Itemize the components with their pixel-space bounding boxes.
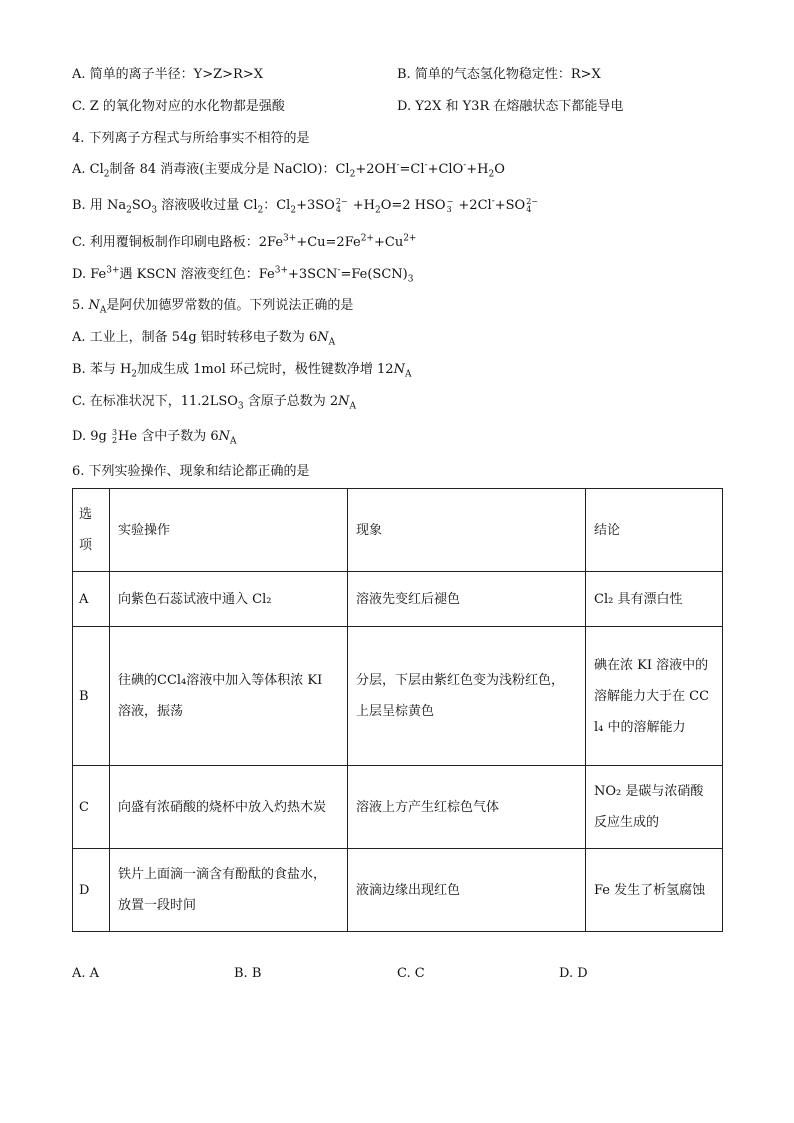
q3-option-a: A. 简单的离子半径：Y>Z>R>X — [72, 67, 263, 82]
row-option: A — [73, 572, 110, 627]
q6-answer-a: A. A — [72, 966, 100, 981]
q4-stem: 4. 下列离子方程式与所给事实不相符的是 — [72, 131, 310, 146]
row-option: B — [73, 627, 110, 766]
q3-option-d: D. Y2X 和 Y3R 在熔融状态下都能导电 — [397, 99, 624, 114]
row-operation: 铁片上面滴一滴含有酚酞的食盐水，放置一段时间 — [110, 849, 348, 932]
q5-option-a: A. 工业上，制备 54g 铝时转移电子数为 $6N_A$ — [72, 330, 336, 348]
q5-option-d: D. 9g 3 2 He 含中子数为 $6N_A$ — [72, 427, 237, 447]
row-phenomenon: 溶液上方产生红棕色气体 — [348, 766, 586, 849]
q3-option-c: C. Z 的氧化物对应的水化物都是强酸 — [72, 99, 285, 114]
q4-option-b: B. 用 $Na_2SO_3$ 溶液吸收过量 $Cl_2$：$Cl_2+3SO$ 2− 4 $+H_2O=2$ HSO − 3 +2Cl-+SO 2− 4 — [72, 196, 538, 216]
q6-answer-d: D. D — [559, 966, 588, 981]
row-conclusion: 碘在浓 KI 溶液中的溶解能力大于在 CCl₄ 中的溶解能力 — [586, 627, 723, 766]
table-row — [73, 572, 723, 627]
q5-stem: 5. $N_A$是阿伏加德罗常数的值。下列说法正确的是 — [72, 298, 354, 316]
table-row — [73, 766, 723, 849]
row-operation: 向紫色石蕊试液中通入 Cl₂ — [110, 572, 348, 627]
table-row — [73, 627, 723, 766]
q6-stem: 6. 下列实验操作、现象和结论都正确的是 — [72, 464, 310, 479]
header-operation: 实验操作 — [110, 489, 348, 572]
table-header-row — [73, 489, 723, 572]
q4-option-a: A. $Cl_2$制备 84 消毒液(主要成分是 NaClO)：$Cl_2+2OH^-=Cl^-+ClO^-+H_2O$ — [72, 160, 505, 180]
q4-option-d: D. $Fe^{3+}$遇 KSCN 溶液变红色：$Fe^{3+}+3SCN^-=Fe(SCN)_3$ — [72, 265, 414, 285]
row-conclusion: Fe 发生了析氢腐蚀 — [586, 849, 723, 932]
row-option: D — [73, 849, 110, 932]
header-option: 选项 — [73, 489, 110, 572]
q5-option-c: C. 在标准状况下，$11.2LSO_3$ 含原子总数为 $2N_A$ — [72, 394, 357, 412]
row-phenomenon: 分层，下层由紫红色变为浅粉红色，上层呈棕黄色 — [348, 627, 586, 766]
header-phenomenon: 现象 — [348, 489, 586, 572]
q6-answer-c: C. C — [397, 966, 425, 981]
row-option: C — [73, 766, 110, 849]
header-conclusion: 结论 — [586, 489, 723, 572]
table-row — [73, 849, 723, 932]
row-phenomenon: 液滴边缘出现红色 — [348, 849, 586, 932]
experiment-table — [72, 488, 723, 932]
q6-answer-b: B. B — [234, 966, 262, 981]
row-conclusion: NO₂ 是碳与浓硝酸反应生成的 — [586, 766, 723, 849]
row-operation: 向盛有浓硝酸的烧杯中放入灼热木炭 — [110, 766, 348, 849]
q3-option-b: B. 简单的气态氢化物稳定性：R>X — [397, 67, 601, 82]
row-operation: 往碘的CCl₄溶液中加入等体积浓 KI 溶液，振荡 — [110, 627, 348, 766]
q5-option-b: B. 苯与 $H_2$加成生成 1mol 环己烷时，极性键数净增 $12N_A$ — [72, 362, 412, 380]
q4-option-c: C. 利用覆铜板制作印刷电路板：$2Fe^{3+}+Cu=2Fe^{2+}+Cu^{2+}$ — [72, 233, 417, 250]
row-conclusion: Cl₂ 具有漂白性 — [586, 572, 723, 627]
row-phenomenon: 溶液先变红后褪色 — [348, 572, 586, 627]
